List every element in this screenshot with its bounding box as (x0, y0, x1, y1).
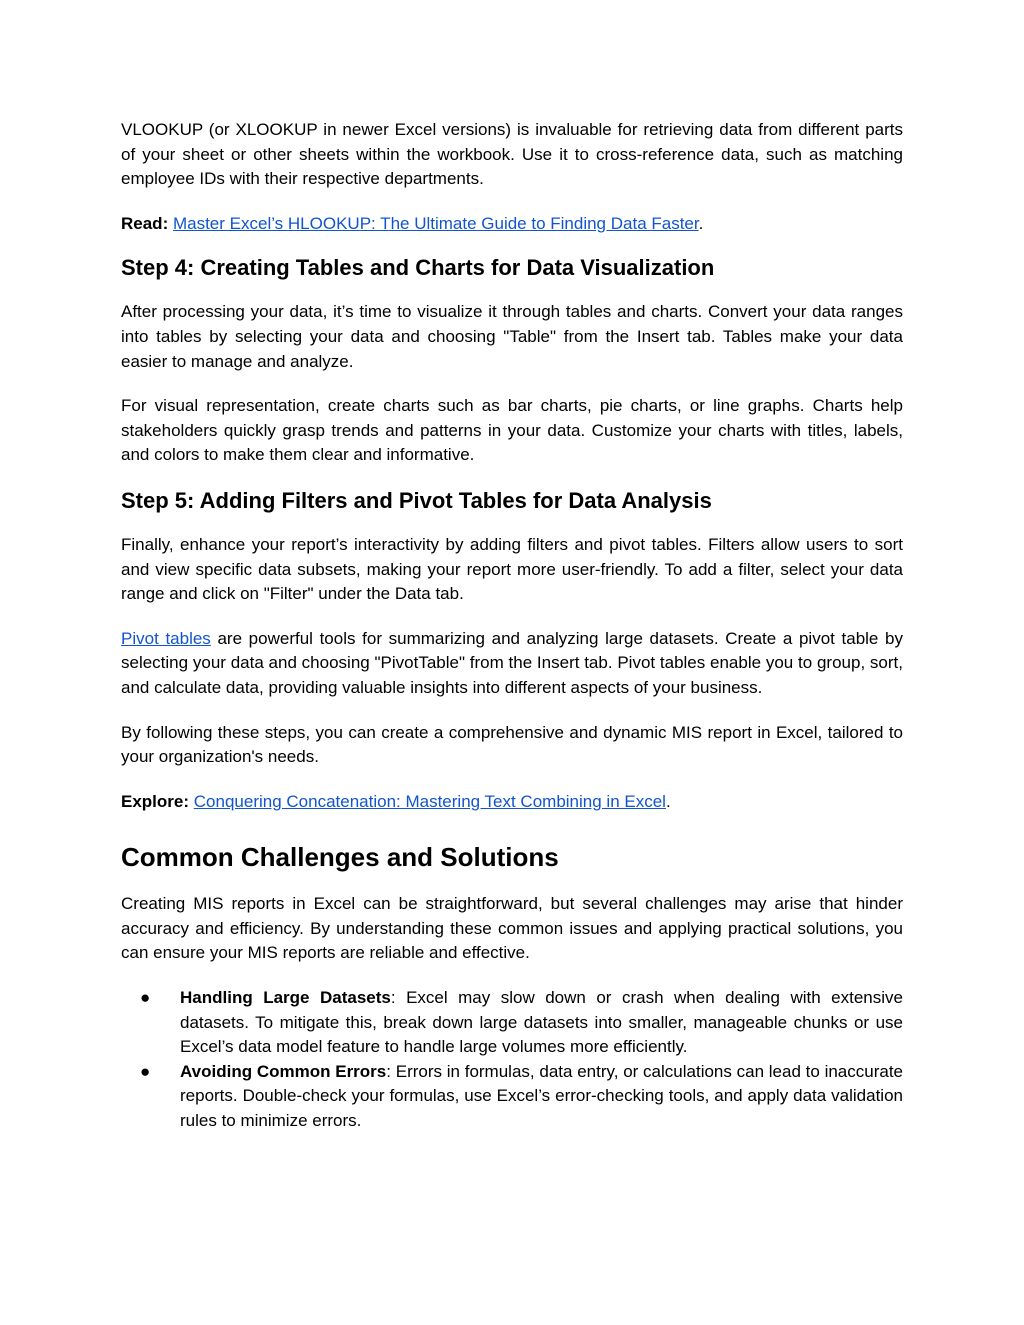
pivot-tables-link[interactable]: Pivot tables (121, 628, 211, 648)
list-item (121, 1060, 903, 1134)
step4-heading: Step 4: Creating Tables and Charts for Data Visualization (121, 255, 715, 281)
step5-heading: Step 5: Adding Filters and Pivot Tables for Data Analysis (121, 487, 712, 513)
document-page (121, 118, 903, 1133)
read-label: Read: (121, 213, 169, 233)
explore-period: . (665, 791, 671, 811)
list-item (121, 986, 903, 1060)
read-link-line (121, 212, 903, 237)
pivot-tables-text: are powerful tools for summarizing and analyzing large datasets. Create a pivot table by selecting your data and choosing "PivotTable" from the Insert tab. Pivot tables enable you to group, sort, and calculate data, providing valuable insights into different aspects of your business. (121, 628, 903, 697)
list-item-text: : Excel may slow down or crash when dealing with extensive datasets. To mitigate this, break down large datasets into smaller, manageable chunks or use Excel’s data model feature to handle large volumes more efficiently. (180, 988, 903, 1057)
hlookup-guide-link[interactable]: Master Excel’s HLOOKUP: The Ultimate Guide to Finding Data Faster (172, 213, 699, 233)
explore-label: Explore: (121, 791, 190, 811)
list-item-title: Handling Large Datasets (180, 988, 391, 1008)
concatenation-link[interactable]: Conquering Concatenation: Mastering Text Combining in Excel (193, 791, 666, 811)
vlookup-paragraph: VLOOKUP (or XLOOKUP in newer Excel versions) is invaluable for retrieving data from different parts of your sheet or other sheets within the workbook. Use it to cross-reference data, such as matching employee IDs with their respective departments. (121, 120, 903, 189)
step4-paragraph-2: For visual representation, create charts such as bar charts, pie charts, or line graphs. Charts help stakeholders quickly grasp trends and patterns in your data. Customize your charts with titles, labels, and colors to make them clear and informative. (121, 396, 903, 465)
step4-paragraph-1: After processing your data, it’s time to visualize it through tables and charts. Convert your data ranges into tables by selecting your data and choosing "Table" from the Insert tab. Tables make your data easier to manage and analyze. (121, 302, 903, 371)
list-item-text: : Errors in formulas, data entry, or calculations can lead to inaccurate reports. Double-check your formulas, use Excel’s error-checking tools, and apply data validation rules to minimize errors. (180, 1061, 904, 1130)
read-period: . (698, 213, 704, 233)
pivot-tables-paragraph (121, 627, 903, 701)
explore-link-line (121, 790, 903, 815)
step5-paragraph-3: By following these steps, you can create a comprehensive and dynamic MIS report in Excel, tailored to your organization's needs. (121, 722, 903, 767)
step5-paragraph-1: Finally, enhance your report’s interactivity by adding filters and pivot tables. Filters allow users to sort and view specific data subsets, making your report more user-friendly. To add a filter, select your data range and click on "Filter" under the Data tab. (121, 534, 903, 604)
challenges-heading: Common Challenges and Solutions (121, 842, 559, 873)
challenges-intro: Creating MIS reports in Excel can be straightforward, but several challenges may arise that hinder accuracy and efficiency. By understanding these common issues and applying practical solutions, you can ensure your MIS reports are reliable and effective. (121, 894, 903, 963)
challenges-list (121, 986, 903, 1133)
bullet-icon: ● (140, 988, 151, 1008)
bullet-icon: ● (140, 1061, 151, 1081)
list-item-title: Avoiding Common Errors (180, 1061, 387, 1081)
